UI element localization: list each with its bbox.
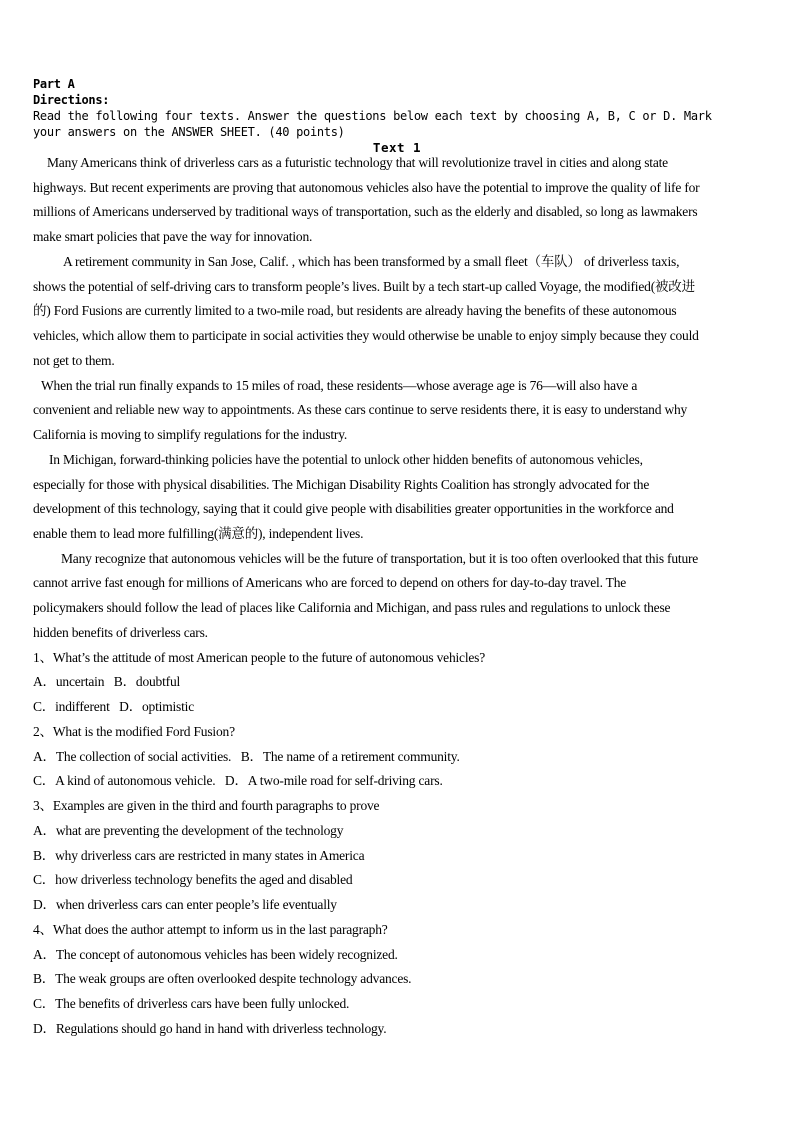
passage-line: development of this technology, saying that it could give people with disabilities greater opportunities in the workforce and: [33, 501, 674, 517]
passage-line: Many recognize that autonomous vehicles will be the future of transportation, but it is too often overlooked that this future: [61, 550, 699, 566]
question-stem: 2、What is the modified Ford Fusion?: [33, 723, 235, 739]
passage-line: hidden benefits of driverless cars.: [33, 624, 208, 640]
question-option-line: A．The concept of autonomous vehicles has been widely recognized.: [33, 946, 398, 962]
passage-line: In Michigan, forward-thinking policies have the potential to unlock other hidden benefits of autonomous vehicles,: [49, 451, 643, 467]
passage-line: California is moving to simplify regulations for the industry.: [33, 427, 348, 443]
passage-line: A retirement community in San Jose, Calif. , which has been transformed by a small fleet（车队） of driverless taxis,: [63, 253, 680, 269]
directions-text-line: Read the following four texts. Answer the questions below each text by choosing A, B, C or D. Mark: [33, 109, 712, 123]
passage-line: When the trial run finally expands to 15 miles of road, these residents—whose average age is 76—will also have a: [41, 377, 638, 393]
passage-line: highways. But recent experiments are proving that autonomous vehicles also have the potential to improve the quality of life for: [33, 179, 700, 195]
passage-line: 的) Ford Fusions are currently limited to a two-mile road, but residents are already having the benefits of these autonomous: [33, 303, 677, 319]
passage-line: shows the potential of self-driving cars to transform people’s lives. Built by a tech start-up called Voyage, the modified(被改进: [33, 278, 695, 294]
passage-line: convenient and reliable new way to appointments. As these cars continue to serve residents there, it is easy to understand why: [33, 402, 688, 418]
question-option-line: B．why driverless cars are restricted in many states in America: [33, 847, 365, 863]
exam-header: [33, 76, 761, 156]
question-option-line: C．how driverless technology benefits the aged and disabled: [33, 872, 353, 888]
passage-line: vehicles, which allow them to participate in social activities they would otherwise be unable to enjoy simply because they could: [33, 328, 699, 344]
passage-line: millions of Americans underserved by traditional ways of transportation, such as the elderly and disabled, so long as lawmakers: [33, 204, 698, 220]
passage-line: Many Americans think of driverless cars as a futuristic technology that will revolutionize travel in cities and along state: [47, 155, 668, 170]
question-option-line: A．uncertain B．doubtful: [33, 674, 181, 690]
question-option-line: D．when driverless cars can enter people’s life eventually: [33, 897, 337, 913]
text-title: Text 1: [372, 140, 422, 155]
passage-line: enable them to lead more fulfilling(满意的), independent lives.: [33, 526, 364, 542]
question-option-line: B．The weak groups are often overlooked despite technology advances.: [33, 971, 412, 987]
passage-and-questions: [33, 151, 778, 1041]
question-stem: 4、What does the author attempt to inform us in the last paragraph?: [33, 921, 388, 937]
passage-line: policymakers should follow the lead of places like California and Michigan, and pass rules and regulations to unlock these: [33, 600, 671, 616]
passage-line: make smart policies that pave the way for innovation.: [33, 229, 313, 245]
question-option-line: C．A kind of autonomous vehicle. D．A two-mile road for self-driving cars.: [33, 773, 443, 789]
directions-label: Directions:: [33, 93, 110, 107]
question-option-line: A．The collection of social activities. B．The name of a retirement community.: [33, 748, 460, 764]
question-option-line: D．Regulations should go hand in hand with driverless technology.: [33, 1020, 387, 1036]
part-label: Part A: [33, 77, 75, 91]
passage-line: cannot arrive fast enough for millions of Americans who are forced to depend on others for day-to-day travel. The: [33, 575, 627, 591]
question-option-line: C．The benefits of driverless cars have been fully unlocked.: [33, 995, 350, 1011]
question-stem: 1、What’s the attitude of most American people to the future of autonomous vehicles?: [33, 649, 486, 665]
passage-line: not get to them.: [33, 352, 115, 368]
question-option-line: C．indifferent D．optimistic: [33, 699, 195, 715]
passage-line: especially for those with physical disabilities. The Michigan Disability Rights Coalition has strongly advocated for the: [33, 476, 650, 492]
directions-text-line: your answers on the ANSWER SHEET. (40 points): [33, 125, 345, 139]
question-option-line: A．what are preventing the development of the technology: [33, 822, 344, 838]
question-stem: 3、Examples are given in the third and fourth paragraphs to prove: [33, 798, 380, 814]
